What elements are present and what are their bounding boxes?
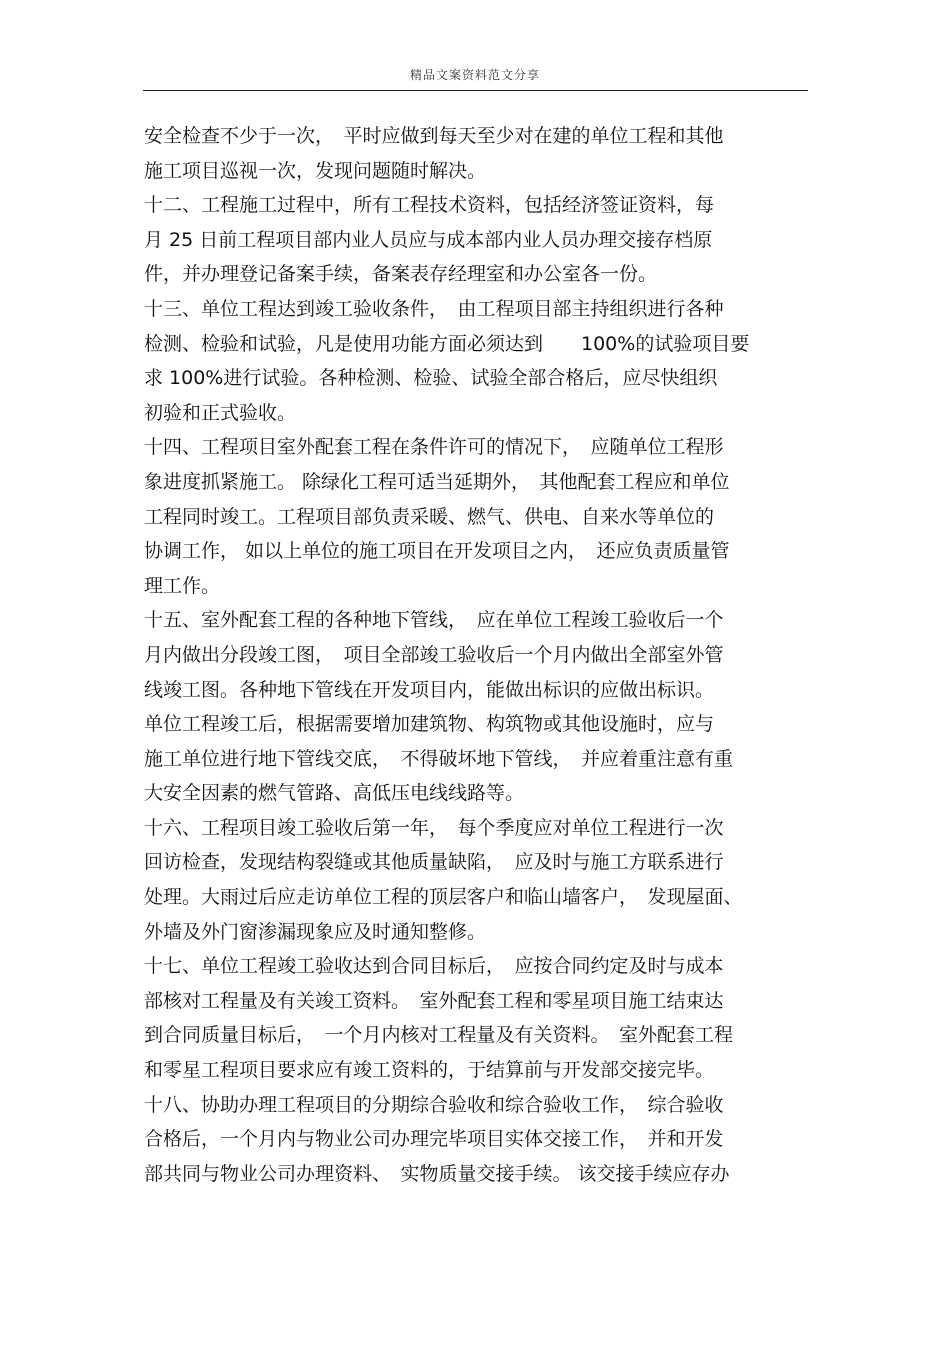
text-line: 检测、检验和试验，凡是使用功能方面必须达到 100%的试验项目要 <box>144 332 750 355</box>
text-line: 协调工作， 如以上单位的施工项目在开发项目之内， 还应负责质量管 <box>144 540 730 563</box>
text-line: 施工单位进行地下管线交底， 不得破坏地下管线， 并应着重注意有重 <box>144 747 734 770</box>
text-line: 十七、单位工程竣工验收达到合同目标后， 应按合同约定及时与成本 <box>144 955 724 978</box>
document-body <box>144 119 809 1191</box>
text-line: 十八、协助办理工程项目的分期综合验收和综合验收工作， 综合验收 <box>144 1093 724 1116</box>
text-line: 十六、工程项目竣工验收后第一年， 每个季度应对单位工程进行一次 <box>144 816 724 839</box>
text-line: 处理。大雨过后应走访单位工程的顶层客户和临山墙客户， 发现屋面、 <box>144 886 743 909</box>
header-divider <box>143 90 808 91</box>
text-line: 十三、单位工程达到竣工验收条件， 由工程项目部主持组织进行各种 <box>144 297 724 320</box>
text-line: 安全检查不少于一次， 平时应做到每天至少对在建的单位工程和其他 <box>144 125 724 147</box>
text-line: 大安全因素的燃气管路、高低压电线线路等。 <box>144 782 525 805</box>
page-header-title: 精品文案资料范文分享 <box>409 68 540 82</box>
text-line: 月 25 日前工程项目部内业人员应与成本部内业人员办理交接存档原 <box>144 228 713 251</box>
text-line: 象进度抓紧施工。 除绿化工程可适当延期外， 其他配套工程应和单位 <box>144 470 730 493</box>
text-line: 十二、工程施工过程中，所有工程技术资料，包括经济签证资料，每 <box>144 194 715 217</box>
text-line: 理工作。 <box>144 574 221 597</box>
text-line: 十四、工程项目室外配套工程在条件许可的情况下， 应随单位工程形 <box>144 436 724 459</box>
text-line: 部共同与物业公司办理资料、 实物质量交接手续。 该交接手续应存办 <box>144 1162 730 1185</box>
text-line: 线竣工图。各种地下管线在开发项目内，能做出标识的应做出标识。 <box>144 678 715 701</box>
text-line: 求 100%进行试验。各种检测、检验、试验全部合格后，应尽快组织 <box>144 367 718 390</box>
text-line: 合格后，一个月内与物业公司办理完毕项目实体交接工作， 并和开发 <box>144 1128 724 1151</box>
text-line: 部核对工程量及有关竣工资料。 室外配套工程和零星项目施工结束达 <box>144 989 724 1012</box>
text-line: 施工项目巡视一次，发现问题随时解决。 <box>144 159 487 182</box>
text-line: 十五、室外配套工程的各种地下管线， 应在单位工程竣工验收后一个 <box>144 609 724 632</box>
text-line: 工程同时竣工。工程项目部负责采暖、燃气、供电、自来水等单位的 <box>144 505 715 528</box>
text-line: 外墙及外门窗渗漏现象应及时通知整修。 <box>144 920 487 943</box>
text-line: 单位工程竣工后，根据需要增加建筑物、构筑物或其他设施时，应与 <box>144 713 715 736</box>
text-line: 件，并办理登记备案手续，备案表存经理室和办公室各一份。 <box>144 263 658 286</box>
text-line: 和零星工程项目要求应有竣工资料的，于结算前与开发部交接完毕。 <box>144 1059 715 1082</box>
text-line: 月内做出分段竣工图， 项目全部竣工验收后一个月内做出全部室外管 <box>144 643 724 666</box>
text-line: 初验和正式验收。 <box>144 401 297 424</box>
text-line: 回访检查，发现结构裂缝或其他质量缺陷， 应及时与施工方联系进行 <box>144 851 724 874</box>
text-line: 到合同质量目标后， 一个月内核对工程量及有关资料。 室外配套工程 <box>144 1024 734 1047</box>
